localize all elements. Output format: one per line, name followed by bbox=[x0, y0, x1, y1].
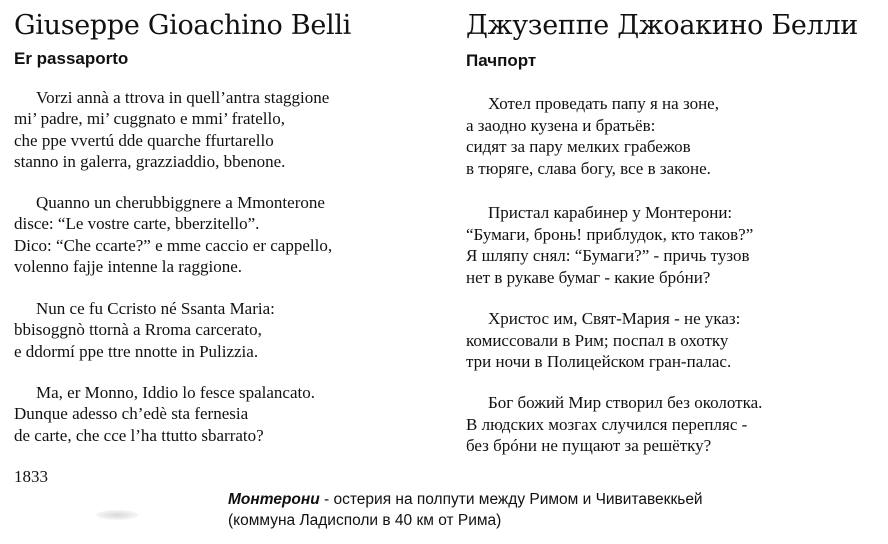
footnote-line-2: (коммуна Ладисполи в 40 км от Рима) bbox=[228, 512, 502, 529]
stanza-1-italian bbox=[14, 87, 329, 172]
author-name-russian: Джузеппе Джоакино Белли bbox=[466, 10, 858, 41]
verse-line: “Бумаги, бронь! приблудок, кто таков?” bbox=[466, 224, 754, 244]
verse-line: нет в рукаве бумаг - какие брóни? bbox=[466, 268, 711, 288]
verse-line: Христос им, Свят-Мария - не указ: bbox=[488, 309, 741, 328]
verse-line: e ddormí ppe ttre nnotte in Pulizzia. bbox=[14, 341, 259, 361]
verse-line: Пристал карабинер у Монтерони: bbox=[488, 203, 733, 222]
poem-title-italian: Er passaporto bbox=[14, 49, 129, 68]
verse-line: bbisoggnò ttornà a Rroma carcerato, bbox=[14, 320, 262, 340]
stanza-3-italian bbox=[14, 298, 275, 362]
footnote-line-1 bbox=[228, 489, 868, 510]
verse-line: В людских мозгах случился перепляс - bbox=[466, 414, 748, 434]
verse-line: Бог божий Мир створил без околотка. bbox=[488, 393, 763, 412]
poem-title-russian: Пачпорт bbox=[466, 51, 537, 70]
verse-line: а заодно кузена и братьёв: bbox=[466, 115, 656, 135]
footnote-term: Монтерони bbox=[228, 491, 320, 508]
verse-line: de carte, che cce l’ha ttutto sbarrato? bbox=[14, 425, 264, 445]
verse-line: Хотел проведать папу я на зоне, bbox=[488, 94, 719, 113]
verse-line: Dunque adesso ch’edè sta fernesia bbox=[14, 404, 249, 424]
stanza-4-italian bbox=[14, 382, 315, 446]
verse-line: Ma, er Monno, Iddio lo fesce spalancato. bbox=[36, 383, 315, 402]
verse-line: Nun ce fu Ccristo né Ssanta Maria: bbox=[36, 299, 275, 318]
verse-line: в тюряге, слава богу, все в законе. bbox=[466, 159, 711, 179]
verse-line: stanno in galerra, grazziaddio, bbenone. bbox=[14, 151, 286, 171]
stanza-2-italian bbox=[14, 192, 332, 277]
footnote-text: - остерия на полпути между Римом и Чивитавеккьей bbox=[319, 491, 703, 508]
verse-line: che ppe vvertú dde quarche ffurtarello bbox=[14, 130, 274, 150]
verse-line: комиссовали в Рим; поспал в охотку bbox=[466, 330, 729, 350]
verse-line: без брóни не пущают за решётку? bbox=[466, 436, 712, 456]
verse-line: mi’ padre, mi’ cuggnato e mmi’ fratello, bbox=[14, 109, 285, 129]
verse-line: Quanno un cherubbiggnere a Mmonterone bbox=[36, 193, 325, 212]
verse-line: volenno fajje intenne la raggione. bbox=[14, 256, 242, 276]
author-name-italian: Giuseppe Gioachino Belli bbox=[14, 10, 352, 41]
verse-line: Vorzi annà a ttrova in quell’antra staggione bbox=[36, 88, 330, 107]
stanza-3-russian bbox=[466, 308, 740, 373]
verse-line: сидят за пару мелких грабежов bbox=[466, 137, 691, 157]
faint-mark bbox=[96, 510, 138, 520]
footnote bbox=[228, 489, 868, 531]
stanza-4-russian bbox=[466, 392, 762, 457]
stanza-2-russian bbox=[466, 202, 753, 289]
verse-line: Я шляпу снял: “Бумаги?” - причь тузов bbox=[466, 246, 750, 266]
verse-line: disce: “Le vostre carte, bberzitello”. bbox=[14, 214, 260, 234]
verse-line: Dico: “Che ccarte?” e mme caccio er cappello, bbox=[14, 235, 333, 255]
verse-line: три ночи в Полицейском гран-палас. bbox=[466, 352, 732, 372]
stanza-1-russian bbox=[466, 93, 719, 180]
poem-year: 1833 bbox=[14, 467, 48, 486]
